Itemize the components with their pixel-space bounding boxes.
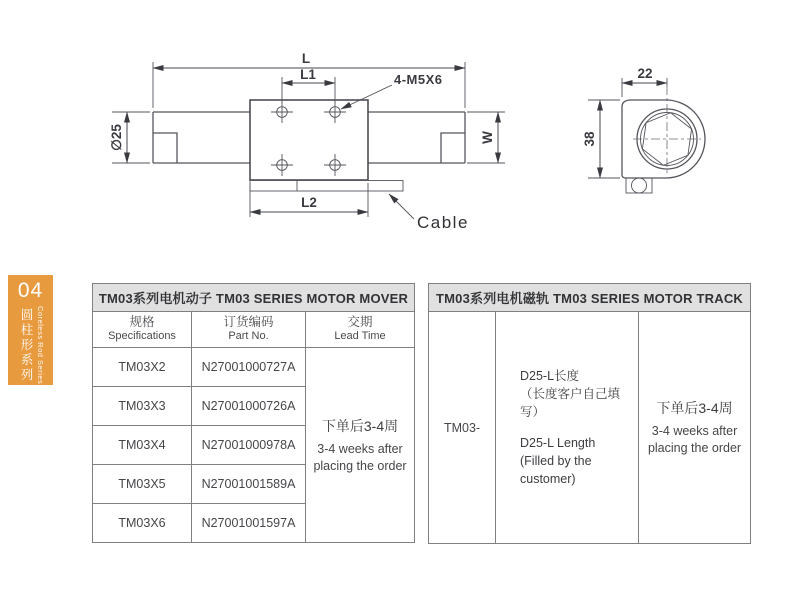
bottom-plate <box>250 181 403 192</box>
mover-table <box>92 283 415 543</box>
column-header-part: 订货编码 Part No. <box>192 312 306 348</box>
spec-cell: TM03X4 <box>93 426 192 465</box>
column-header-spec: 规格 Specifications <box>93 312 192 348</box>
series-tab-title-en: Coreless Rod Series <box>36 306 45 385</box>
dim-label-L: L <box>301 51 311 66</box>
spec-cell: TM03X2 <box>93 348 192 387</box>
dim-22 <box>622 66 667 97</box>
mover-table-title: TM03系列电机动子 TM03 SERIES MOTOR MOVER <box>93 284 415 312</box>
series-tab-title-zh: 圆柱形系列 <box>19 308 33 383</box>
lead-time-cell: 下单后3-4周 3-4 weeks after placing the order <box>639 312 751 544</box>
track-table-title: TM03系列电机磁轨 TM03 SERIES MOTOR TRACK <box>429 284 751 312</box>
dim-label-L1: L1 <box>300 67 316 82</box>
dim-L2 <box>250 183 368 217</box>
dim-W <box>467 112 505 163</box>
series-tab-number: 04 <box>17 279 44 302</box>
dim-label-W: W <box>480 131 495 144</box>
series-tab <box>8 275 53 385</box>
dim-38 <box>582 100 620 178</box>
technical-drawing <box>0 0 800 262</box>
lead-time-cell: 下单后3-4周 3-4 weeks after placing the order <box>306 348 415 543</box>
dim-label-L2: L2 <box>301 195 317 210</box>
part-cell: N27001001589A <box>192 465 306 504</box>
main-view <box>109 51 505 232</box>
dim-label-38: 38 <box>582 131 597 147</box>
side-view <box>582 66 705 193</box>
part-cell: N27001000726A <box>192 387 306 426</box>
dim-label-22: 22 <box>637 66 653 81</box>
spec-cell: TM03X6 <box>93 504 192 543</box>
spec-cell: TM03X3 <box>93 387 192 426</box>
dim-diameter-25 <box>109 112 150 163</box>
table-row <box>429 312 751 544</box>
cable-label: Cable <box>417 213 469 232</box>
part-cell: N27001000978A <box>192 426 306 465</box>
mover-block <box>250 100 368 180</box>
holes-callout-label: 4-M5X6 <box>394 72 443 87</box>
dim-L1 <box>282 67 335 103</box>
column-header-leadtime: 交期 Lead Time <box>306 312 415 348</box>
track-model-cell: TM03- <box>429 312 496 544</box>
track-length-cell: D25-L长度 （长度客户自己填写） D25-L Length (Filled by the customer) <box>496 312 639 544</box>
part-cell: N27001001597A <box>192 504 306 543</box>
rod-hole-inner <box>641 113 694 166</box>
cable-connector <box>626 178 652 193</box>
cable-callout <box>389 194 469 232</box>
dim-label-diameter: ∅25 <box>109 124 124 151</box>
table-row <box>93 348 415 387</box>
spec-cell: TM03X5 <box>93 465 192 504</box>
track-table <box>428 283 751 544</box>
part-cell: N27001000727A <box>192 348 306 387</box>
